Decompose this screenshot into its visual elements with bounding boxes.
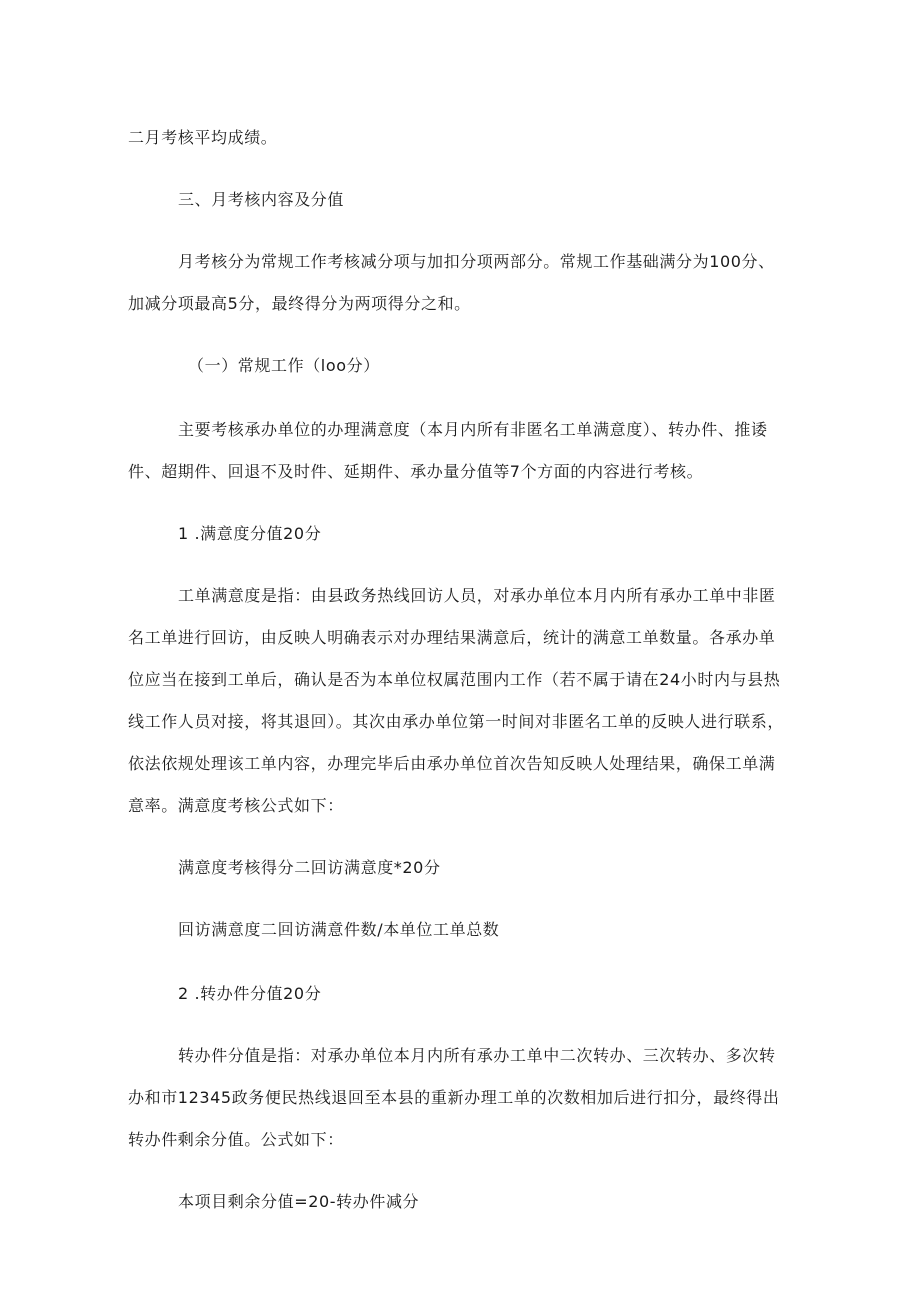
paragraph-line: 转办件分值是指：对承办单位本月内所有承办工单中二次转办、三次转办、多次转 <box>178 1046 776 1065</box>
paragraph-line: 二月考核平均成绩。 <box>128 128 278 147</box>
formula-line: 满意度考核得分二回访满意度*20分 <box>178 858 441 877</box>
paragraph-line: 转办件剩余分值。公式如下： <box>128 1130 344 1149</box>
paragraph-line: 依法依规处理该工单内容，办理完毕后由承办单位首次告知反映人处理结果，确保工单满 <box>128 754 776 773</box>
paragraph-line: 件、超期件、回退不及时件、延期件、承办量分值等7个方面的内容进行考核。 <box>128 462 704 481</box>
section-heading: 三、月考核内容及分值 <box>178 190 345 209</box>
paragraph-line: 主要考核承办单位的办理满意度（本月内所有非匿名工单满意度）、转办件、推诿 <box>178 420 768 439</box>
item-heading: 1 .满意度分值20分 <box>178 524 322 543</box>
paragraph-line: 意率。满意度考核公式如下： <box>128 796 344 815</box>
subsection-heading: （一）常规工作（loo分） <box>188 356 380 375</box>
paragraph-line: 位应当在接到工单后，确认是否为本单位权属范围内工作（若不属于请在24小时内与县热 <box>128 670 781 689</box>
paragraph-line: 工单满意度是指：由县政务热线回访人员，对承办单位本月内所有承办工单中非匿 <box>178 586 776 605</box>
paragraph-line: 加减分项最高5分，最终得分为两项得分之和。 <box>128 294 471 313</box>
paragraph-line: 月考核分为常规工作考核减分项与加扣分项两部分。常规工作基础满分为100分、 <box>178 252 775 271</box>
formula-line: 回访满意度二回访满意件数/本单位工单总数 <box>178 920 500 939</box>
paragraph-line: 线工作人员对接，将其退回）。其次由承办单位第一时间对非匿名工单的反映人进行联系， <box>128 712 785 731</box>
item-heading: 2 .转办件分值20分 <box>178 984 322 1003</box>
paragraph-line: 名工单进行回访，由反映人明确表示对办理结果满意后，统计的满意工单数量。各承办单 <box>128 628 776 647</box>
paragraph-line: 办和市12345政务便民热线退回至本县的重新办理工单的次数相加后进行扣分，最终得出 <box>128 1088 780 1107</box>
formula-line: 本项目剩余分值=20-转办件减分 <box>178 1192 420 1211</box>
